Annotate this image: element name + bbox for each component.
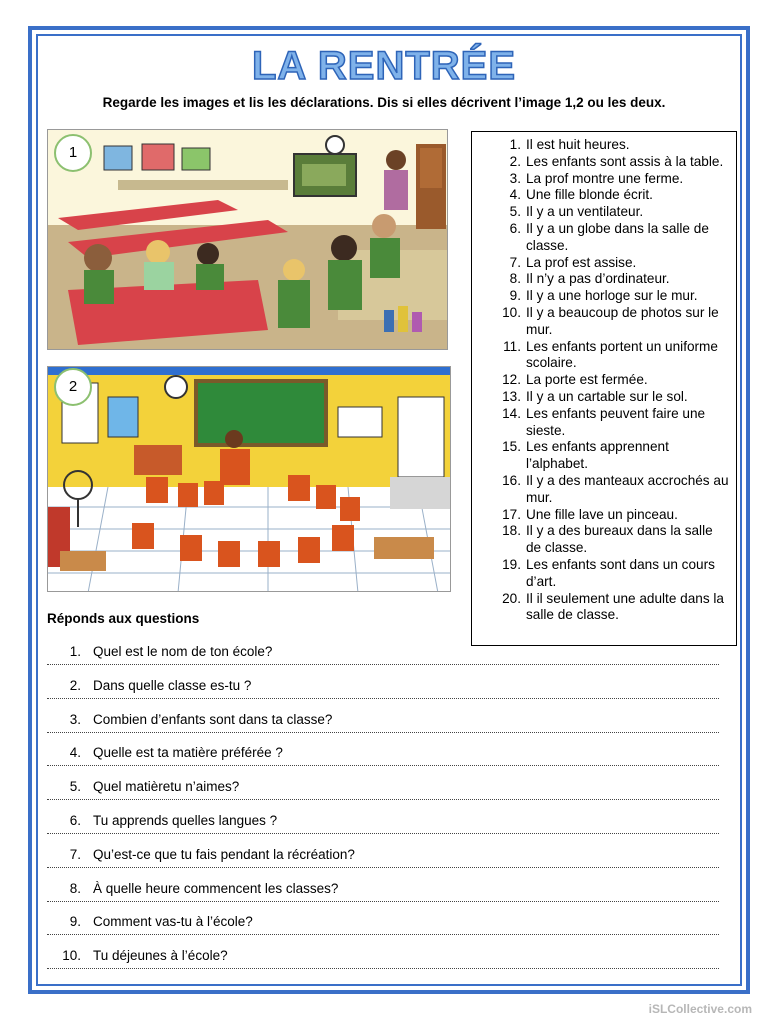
answer-line[interactable] <box>47 833 719 834</box>
question-text: Quel est le nom de ton école? <box>93 644 273 659</box>
question-text: À quelle heure commencent les classes? <box>93 880 339 896</box>
classroom-picture-1 <box>47 129 448 350</box>
question-text: Tu apprends quelles langues ? <box>93 813 278 828</box>
statement-text: Les enfants apprennent l’alphabet. <box>526 439 669 472</box>
question-row <box>47 745 719 779</box>
statement-item <box>472 171 730 188</box>
statement-text: Il n’y a pas d’ordinateur. <box>526 271 670 287</box>
question-number: 5. <box>69 779 81 795</box>
question-number: 1. <box>69 644 81 659</box>
statement-text: Il y a des manteaux accrochés au mur. <box>526 472 729 505</box>
question-row <box>47 948 719 982</box>
statement-number: 12. <box>502 372 521 388</box>
answer-line[interactable] <box>47 698 719 699</box>
answer-line[interactable] <box>47 934 719 935</box>
statement-number: 15. <box>502 439 521 455</box>
statement-text: La prof est assise. <box>526 254 637 270</box>
answer-line[interactable] <box>47 664 719 665</box>
statement-item <box>472 255 730 272</box>
statement-item <box>472 389 730 406</box>
question-text: Combien d’enfants sont dans ta classe? <box>93 711 333 727</box>
classroom-2-illustration <box>48 367 451 592</box>
statement-item <box>472 137 730 154</box>
statement-item <box>472 507 730 524</box>
picture-2-number-badge: 2 <box>54 368 92 406</box>
statement-number: 9. <box>509 288 521 304</box>
statement-item <box>472 372 730 389</box>
statement-number: 14. <box>502 405 521 421</box>
answer-line[interactable] <box>47 901 719 902</box>
statement-number: 4. <box>509 187 521 203</box>
question-number: 3. <box>69 711 81 727</box>
instruction-text: Regarde les images et lis les déclarations. Dis si elles décrivent l’image 1,2 ou les deux. <box>102 95 666 110</box>
question-text: Tu déjeunes à l’école? <box>93 948 228 964</box>
statement-number: 20. <box>502 590 521 606</box>
question-number: 10. <box>62 948 81 964</box>
statement-item <box>472 271 730 288</box>
statement-number: 13. <box>502 388 521 404</box>
statement-text: Il il seulement une adulte dans la salle de classe. <box>526 590 724 623</box>
classroom-picture-2 <box>47 366 451 592</box>
statement-number: 3. <box>509 170 521 186</box>
statement-text: Il y a des bureaux dans la salle de classe. <box>526 523 713 556</box>
statement-text: Il y a une horloge sur le mur. <box>526 288 698 304</box>
answer-line[interactable] <box>47 765 719 766</box>
statement-number: 8. <box>509 271 521 287</box>
statement-text: La porte est fermée. <box>526 372 648 388</box>
statement-text: Les enfants portent un uniforme scolaire. <box>526 338 718 371</box>
question-row <box>47 678 719 712</box>
statement-item <box>472 204 730 221</box>
question-row <box>47 779 719 813</box>
question-text: Quelle est ta matière préférée ? <box>93 745 283 761</box>
question-row <box>47 914 719 948</box>
statement-number: 5. <box>509 204 521 220</box>
statement-item <box>472 473 730 507</box>
statement-item <box>472 339 730 373</box>
statement-text: Il y a beaucoup de photos sur le mur. <box>526 304 719 337</box>
answer-line[interactable] <box>47 799 719 800</box>
statement-text: Il y a un ventilateur. <box>526 204 644 220</box>
question-text: Qu’est-ce que tu fais pendant la récréation? <box>93 846 355 862</box>
answer-line[interactable] <box>47 867 719 868</box>
statement-number: 10. <box>502 304 521 320</box>
statement-text: Il y a un globe dans la salle de classe. <box>526 220 709 253</box>
statement-text: Les enfants peuvent faire une sieste. <box>526 405 706 438</box>
statement-text: La prof montre une ferme. <box>526 170 684 186</box>
question-row <box>47 847 719 881</box>
question-number: 8. <box>69 880 81 896</box>
statement-text: Il est huit heures. <box>526 137 630 152</box>
statement-number: 19. <box>502 556 521 572</box>
answer-line[interactable] <box>47 732 719 733</box>
statement-item <box>472 406 730 440</box>
question-text: Comment vas-tu à l’école? <box>93 914 253 930</box>
page-title: LA RENTRÉE <box>251 44 517 88</box>
statement-item <box>472 557 730 591</box>
statements-list <box>472 137 730 624</box>
statement-text: Les enfants sont assis à la table. <box>526 153 724 169</box>
statement-number: 18. <box>502 523 521 539</box>
statement-item <box>472 591 730 625</box>
picture-1-number-badge: 1 <box>54 134 92 172</box>
answer-line[interactable] <box>47 968 719 969</box>
statement-number: 7. <box>509 254 521 270</box>
question-row <box>47 712 719 746</box>
statement-item <box>472 439 730 473</box>
questions-title: Réponds aux questions <box>47 611 200 626</box>
statement-number: 2. <box>509 153 521 169</box>
watermark-footer: iSLCollective.com <box>648 1002 752 1016</box>
question-row <box>47 881 719 915</box>
statements-box <box>471 131 737 646</box>
statement-text: Les enfants sont dans un cours d’art. <box>526 556 715 589</box>
question-number: 9. <box>69 914 81 930</box>
classroom-1-illustration <box>48 130 448 350</box>
statement-text: Une fille blonde écrit. <box>526 187 653 203</box>
question-text: Dans quelle classe es-tu ? <box>93 677 252 693</box>
question-row <box>47 644 719 678</box>
statement-number: 11. <box>503 338 521 354</box>
question-row <box>47 813 719 847</box>
statement-number: 1. <box>509 137 521 152</box>
statement-item <box>472 154 730 171</box>
statement-item <box>472 523 730 557</box>
statement-item <box>472 187 730 204</box>
statement-text: Il y a un cartable sur le sol. <box>526 388 688 404</box>
statement-item <box>472 305 730 339</box>
question-number: 2. <box>69 677 81 693</box>
statement-number: 17. <box>502 506 521 522</box>
statement-text: Une fille lave un pinceau. <box>526 506 678 522</box>
statement-number: 16. <box>502 472 521 488</box>
question-number: 7. <box>69 846 81 862</box>
statement-item <box>472 288 730 305</box>
statement-number: 6. <box>509 220 521 236</box>
statement-item <box>472 221 730 255</box>
question-text: Quel matièretu n’aimes? <box>93 779 240 795</box>
question-number: 6. <box>69 813 81 828</box>
question-number: 4. <box>69 745 81 761</box>
